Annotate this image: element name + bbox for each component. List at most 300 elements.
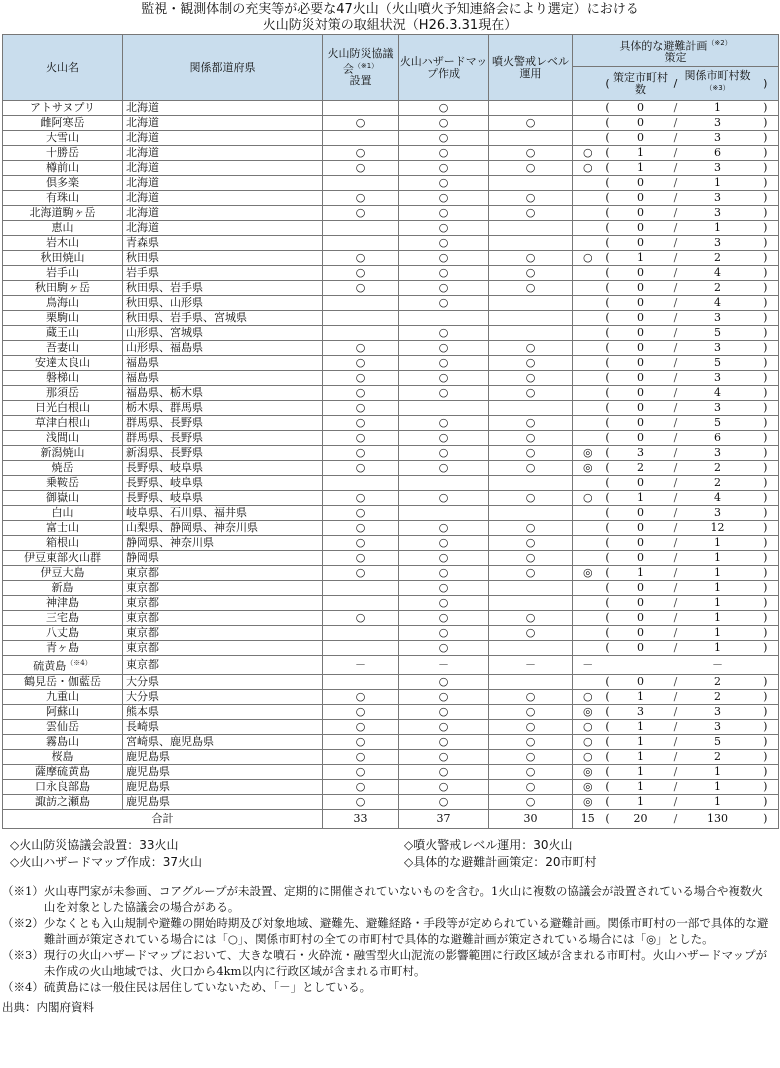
rparen: ) <box>753 704 779 719</box>
hazard-map-mark: ○ <box>399 251 489 266</box>
header-plan-mark <box>573 67 603 101</box>
alert-level-mark: ○ <box>489 749 573 764</box>
header-council: 火山防災協議会$^{(※1)}$ 設置 <box>323 35 399 101</box>
alert-level-mark: ○ <box>489 764 573 779</box>
slash: / <box>669 491 683 506</box>
formulated-count: 0 <box>613 551 669 566</box>
related-count: 3 <box>683 704 753 719</box>
volcano-name: 草津白根山 <box>3 416 123 431</box>
prefecture: 秋田県、山形県 <box>123 296 323 311</box>
lparen: ( <box>603 131 613 146</box>
formulated-count: 0 <box>613 386 669 401</box>
alert-level-mark: ○ <box>489 371 573 386</box>
hazard-map-mark: ○ <box>399 146 489 161</box>
table-row <box>3 674 779 689</box>
table-row <box>3 611 779 626</box>
hazard-map-mark: ○ <box>399 581 489 596</box>
prefecture: 秋田県、岩手県 <box>123 281 323 296</box>
alert-level-mark: ○ <box>489 116 573 131</box>
formulated-count: 1 <box>613 719 669 734</box>
total-hazard: 37 <box>399 809 489 828</box>
formulated-count: 0 <box>613 206 669 221</box>
plan-mark <box>573 191 603 206</box>
slash: / <box>669 461 683 476</box>
council-mark: ○ <box>323 566 399 581</box>
total-row <box>3 809 779 828</box>
formulated-count: 0 <box>613 101 669 116</box>
table-row <box>3 719 779 734</box>
lparen: ( <box>603 641 613 656</box>
alert-level-mark <box>489 296 573 311</box>
lparen: ( <box>603 191 613 206</box>
plan-mark: ◎ <box>573 461 603 476</box>
plan-mark: ◎ <box>573 704 603 719</box>
rparen: ) <box>753 161 779 176</box>
council-mark: ○ <box>323 719 399 734</box>
council-mark: ○ <box>323 266 399 281</box>
rparen: ) <box>753 491 779 506</box>
formulated-count: 0 <box>613 296 669 311</box>
slash: / <box>669 794 683 809</box>
total-slash: / <box>669 809 683 828</box>
formulated-count: 0 <box>613 371 669 386</box>
prefecture: 大分県 <box>123 674 323 689</box>
total-formulated: 20 <box>613 809 669 828</box>
volcano-name: 安達太良山 <box>3 356 123 371</box>
formulated-count: 1 <box>613 689 669 704</box>
alert-level-mark <box>489 221 573 236</box>
related-count: 1 <box>683 101 753 116</box>
slash: / <box>669 161 683 176</box>
lparen: ( <box>603 476 613 491</box>
hazard-map-mark: ○ <box>399 611 489 626</box>
header-evacuation-plan: 具体的な避難計画$^{(※2)}$ 策定 <box>573 35 779 67</box>
volcano-name: 倶多楽 <box>3 176 123 191</box>
alert-level-mark: ○ <box>489 704 573 719</box>
lparen: ( <box>603 431 613 446</box>
table-row <box>3 221 779 236</box>
plan-mark <box>573 356 603 371</box>
related-count: 1 <box>683 221 753 236</box>
formulated-count: 0 <box>613 176 669 191</box>
council-mark: ○ <box>323 251 399 266</box>
rparen: ) <box>753 719 779 734</box>
lparen: ( <box>603 326 613 341</box>
slash: / <box>669 611 683 626</box>
slash: / <box>669 416 683 431</box>
council-mark <box>323 311 399 326</box>
hazard-map-mark: ○ <box>399 704 489 719</box>
slash: / <box>669 401 683 416</box>
volcano-name: 浅間山 <box>3 431 123 446</box>
lparen: ( <box>603 749 613 764</box>
footnote-4: （※4） 硫黄島には一般住民は居住していないため、「－」としている。 <box>2 979 372 994</box>
related-count: 2 <box>683 674 753 689</box>
alert-level-mark: ○ <box>489 491 573 506</box>
related-count: 6 <box>683 146 753 161</box>
alert-level-mark <box>489 674 573 689</box>
prefecture: 福島県 <box>123 371 323 386</box>
hazard-map-mark: ○ <box>399 551 489 566</box>
related-count: 3 <box>683 116 753 131</box>
plan-mark <box>573 131 603 146</box>
table-row <box>3 236 779 251</box>
alert-level-mark <box>489 476 573 491</box>
table-row <box>3 446 779 461</box>
plan-mark <box>573 236 603 251</box>
rparen: ) <box>753 794 779 809</box>
prefecture: 北海道 <box>123 191 323 206</box>
plan-mark <box>573 101 603 116</box>
lparen <box>603 656 613 675</box>
rparen: ) <box>753 266 779 281</box>
table-row <box>3 551 779 566</box>
rparen: ) <box>753 431 779 446</box>
council-mark: ○ <box>323 386 399 401</box>
volcano-name: 栗駒山 <box>3 311 123 326</box>
hazard-map-mark: ○ <box>399 689 489 704</box>
related-count: 2 <box>683 281 753 296</box>
table-row <box>3 734 779 749</box>
rparen: ) <box>753 689 779 704</box>
table-row <box>3 371 779 386</box>
hazard-map-mark: ○ <box>399 236 489 251</box>
plan-mark <box>573 416 603 431</box>
formulated-count: 0 <box>613 266 669 281</box>
plan-mark <box>573 581 603 596</box>
formulated-count: 1 <box>613 779 669 794</box>
volcano-name: 神津島 <box>3 596 123 611</box>
lparen: ( <box>603 161 613 176</box>
alert-level-mark <box>489 596 573 611</box>
table-row <box>3 161 779 176</box>
hazard-map-mark: ○ <box>399 371 489 386</box>
rparen: ) <box>753 281 779 296</box>
council-mark <box>323 476 399 491</box>
slash: / <box>669 101 683 116</box>
plan-mark <box>573 641 603 656</box>
alert-level-mark <box>489 236 573 251</box>
slash: / <box>669 176 683 191</box>
lparen: ( <box>603 794 613 809</box>
rparen: ) <box>753 551 779 566</box>
prefecture: 岐阜県、石川県、福井県 <box>123 506 323 521</box>
volcano-name: 薩摩硫黄島 <box>3 764 123 779</box>
plan-mark: － <box>573 656 603 675</box>
table-row <box>3 356 779 371</box>
lparen: ( <box>603 536 613 551</box>
prefecture: 東京都 <box>123 581 323 596</box>
rparen: ) <box>753 611 779 626</box>
alert-level-mark: ○ <box>489 566 573 581</box>
prefecture: 長崎県 <box>123 719 323 734</box>
table-row <box>3 779 779 794</box>
plan-mark <box>573 221 603 236</box>
alert-level-mark: ○ <box>489 266 573 281</box>
hazard-map-mark: ○ <box>399 566 489 581</box>
alert-level-mark <box>489 401 573 416</box>
hazard-map-mark: ○ <box>399 296 489 311</box>
volcano-name: 有珠山 <box>3 191 123 206</box>
rparen: ) <box>753 416 779 431</box>
prefecture: 北海道 <box>123 131 323 146</box>
rparen: ) <box>753 386 779 401</box>
summary-plan: ◇具体的な避難計画策定：20市町村 <box>404 854 597 869</box>
prefecture: 福島県、栃木県 <box>123 386 323 401</box>
formulated-count: 1 <box>613 251 669 266</box>
table-row <box>3 206 779 221</box>
prefecture: 山梨県、静岡県、神奈川県 <box>123 521 323 536</box>
slash: / <box>669 596 683 611</box>
hazard-map-mark: ○ <box>399 131 489 146</box>
rparen: ) <box>753 596 779 611</box>
slash: / <box>669 551 683 566</box>
alert-level-mark <box>489 581 573 596</box>
related-count: 5 <box>683 734 753 749</box>
footnote-1: （※1） 火山専門家が未参画、コアグループが未設置、定期的に開催されていないものを含む。1火山に複数の協議会が設置されている場合や複数火山を対象とした協議会の場合がある。 <box>2 883 763 914</box>
formulated-count: 0 <box>613 326 669 341</box>
alert-level-mark: ○ <box>489 446 573 461</box>
rparen: ) <box>753 764 779 779</box>
prefecture: 鹿児島県 <box>123 779 323 794</box>
table-row <box>3 536 779 551</box>
council-mark: ○ <box>323 161 399 176</box>
summary-block <box>0 837 780 873</box>
council-mark: ○ <box>323 116 399 131</box>
alert-level-mark: ○ <box>489 719 573 734</box>
page-title <box>0 0 780 34</box>
rparen: ) <box>753 401 779 416</box>
related-count: 3 <box>683 191 753 206</box>
volcano-name: 北海道駒ヶ岳 <box>3 206 123 221</box>
formulated-count: 1 <box>613 794 669 809</box>
plan-mark: ○ <box>573 491 603 506</box>
prefecture: 東京都 <box>123 566 323 581</box>
alert-level-mark: ○ <box>489 521 573 536</box>
related-count: 5 <box>683 326 753 341</box>
lparen: ( <box>603 221 613 236</box>
total-rparen: ) <box>753 809 779 828</box>
alert-level-mark: ○ <box>489 386 573 401</box>
related-count: 1 <box>683 764 753 779</box>
hazard-map-mark: ○ <box>399 536 489 551</box>
council-mark: ○ <box>323 506 399 521</box>
related-count: 1 <box>683 536 753 551</box>
hazard-map-mark <box>399 506 489 521</box>
hazard-map-mark: ○ <box>399 281 489 296</box>
council-mark: ○ <box>323 521 399 536</box>
related-count: 1 <box>683 779 753 794</box>
table-row <box>3 116 779 131</box>
hazard-map-mark: ○ <box>399 326 489 341</box>
footnote-2: （※2） 少なくとも入山規制や避難の開始時期及び対象地域、避難先、避難経路・手段等が定められている避難計画。関係市町村の一部で具体的な避難計画が策定されている場合には「○」、関係市町村の全ての市町村で具体的な避難計画が策定されている場合には「◎」とした。 <box>2 915 769 946</box>
formulated-count: 1 <box>613 566 669 581</box>
rparen: ) <box>753 536 779 551</box>
formulated-count: 1 <box>613 161 669 176</box>
table-row <box>3 191 779 206</box>
plan-mark: ○ <box>573 719 603 734</box>
formulated-count: 0 <box>613 236 669 251</box>
hazard-map-mark: ○ <box>399 674 489 689</box>
hazard-map-mark <box>399 401 489 416</box>
council-mark: ○ <box>323 416 399 431</box>
related-count: 2 <box>683 251 753 266</box>
plan-mark: ○ <box>573 689 603 704</box>
prefecture: 北海道 <box>123 176 323 191</box>
alert-level-mark: ○ <box>489 161 573 176</box>
volcano-name: 三宅島 <box>3 611 123 626</box>
alert-level-mark: ○ <box>489 431 573 446</box>
volcano-name: 富士山 <box>3 521 123 536</box>
alert-level-mark: － <box>489 656 573 675</box>
formulated-count: 0 <box>613 626 669 641</box>
plan-mark: ○ <box>573 251 603 266</box>
volcano-name: 箱根山 <box>3 536 123 551</box>
slash: / <box>669 266 683 281</box>
related-count: 4 <box>683 386 753 401</box>
prefecture: 秋田県、岩手県、宮城県 <box>123 311 323 326</box>
prefecture: 東京都 <box>123 656 323 675</box>
rparen: ) <box>753 296 779 311</box>
hazard-map-mark: ○ <box>399 266 489 281</box>
council-mark: ○ <box>323 431 399 446</box>
related-count: 1 <box>683 611 753 626</box>
lparen: ( <box>603 704 613 719</box>
lparen: ( <box>603 551 613 566</box>
hazard-map-mark: ○ <box>399 221 489 236</box>
table-row <box>3 689 779 704</box>
prefecture: 長野県、岐阜県 <box>123 461 323 476</box>
rparen: ) <box>753 581 779 596</box>
table-row <box>3 506 779 521</box>
related-count: － <box>683 656 753 675</box>
total-plan: 15 <box>573 809 603 828</box>
total-council: 33 <box>323 809 399 828</box>
prefecture: 北海道 <box>123 206 323 221</box>
formulated-count: 0 <box>613 674 669 689</box>
plan-mark <box>573 386 603 401</box>
volcano-name: 蔵王山 <box>3 326 123 341</box>
slash: / <box>669 641 683 656</box>
prefecture: 東京都 <box>123 596 323 611</box>
plan-mark <box>573 401 603 416</box>
formulated-count: 1 <box>613 734 669 749</box>
council-mark <box>323 176 399 191</box>
prefecture: 栃木県、群馬県 <box>123 401 323 416</box>
slash: / <box>669 626 683 641</box>
related-count: 1 <box>683 641 753 656</box>
rparen: ) <box>753 326 779 341</box>
lparen: ( <box>603 101 613 116</box>
hazard-map-mark <box>399 311 489 326</box>
lparen: ( <box>603 521 613 536</box>
hazard-map-mark: ○ <box>399 356 489 371</box>
council-mark: ○ <box>323 689 399 704</box>
slash: / <box>669 311 683 326</box>
council-mark: ○ <box>323 611 399 626</box>
prefecture: 大分県 <box>123 689 323 704</box>
plan-mark <box>573 176 603 191</box>
related-count: 3 <box>683 131 753 146</box>
table-row <box>3 566 779 581</box>
plan-mark <box>573 536 603 551</box>
hazard-map-mark: － <box>399 656 489 675</box>
formulated-count: 0 <box>613 311 669 326</box>
table-row <box>3 266 779 281</box>
table-row <box>3 656 779 675</box>
rparen: ) <box>753 131 779 146</box>
council-mark: ○ <box>323 341 399 356</box>
formulated-count: 1 <box>613 491 669 506</box>
lparen: ( <box>603 206 613 221</box>
plan-mark <box>573 551 603 566</box>
prefecture: 静岡県、神奈川県 <box>123 536 323 551</box>
volcano-name: 秋田駒ヶ岳 <box>3 281 123 296</box>
related-count: 3 <box>683 506 753 521</box>
volcano-name: 吾妻山 <box>3 341 123 356</box>
slash: / <box>669 446 683 461</box>
rparen: ) <box>753 371 779 386</box>
formulated-count: 1 <box>613 146 669 161</box>
hazard-map-mark: ○ <box>399 101 489 116</box>
header-formulated: 策定市町村数 <box>613 67 669 101</box>
slash: / <box>669 116 683 131</box>
volcano-name: 雲仙岳 <box>3 719 123 734</box>
prefecture: 北海道 <box>123 146 323 161</box>
total-label: 合計 <box>3 809 323 828</box>
formulated-count: 0 <box>613 611 669 626</box>
volcano-name: 鶴見岳・伽藍岳 <box>3 674 123 689</box>
hazard-map-mark: ○ <box>399 461 489 476</box>
slash: / <box>669 476 683 491</box>
slash: / <box>669 281 683 296</box>
related-count: 1 <box>683 596 753 611</box>
volcano-name: 大雪山 <box>3 131 123 146</box>
plan-mark <box>573 674 603 689</box>
slash: / <box>669 674 683 689</box>
header-lparen: ( <box>603 67 613 101</box>
plan-mark <box>573 431 603 446</box>
lparen: ( <box>603 581 613 596</box>
volcano-name: 日光白根山 <box>3 401 123 416</box>
council-mark <box>323 581 399 596</box>
plan-mark <box>573 326 603 341</box>
alert-level-mark: ○ <box>489 206 573 221</box>
plan-mark <box>573 281 603 296</box>
slash: / <box>669 779 683 794</box>
table-row <box>3 749 779 764</box>
slash <box>669 656 683 675</box>
rparen: ) <box>753 176 779 191</box>
lparen: ( <box>603 236 613 251</box>
lparen: ( <box>603 689 613 704</box>
formulated-count: 0 <box>613 341 669 356</box>
table-row <box>3 461 779 476</box>
prefecture: 長野県、岐阜県 <box>123 476 323 491</box>
slash: / <box>669 236 683 251</box>
table-row <box>3 491 779 506</box>
related-count: 3 <box>683 371 753 386</box>
council-mark: ○ <box>323 446 399 461</box>
slash: / <box>669 326 683 341</box>
lparen: ( <box>603 146 613 161</box>
volcano-name: 那須岳 <box>3 386 123 401</box>
volcano-name: 御嶽山 <box>3 491 123 506</box>
lparen: ( <box>603 266 613 281</box>
hazard-map-mark: ○ <box>399 521 489 536</box>
council-mark <box>323 221 399 236</box>
header-rparen: ) <box>753 67 779 101</box>
